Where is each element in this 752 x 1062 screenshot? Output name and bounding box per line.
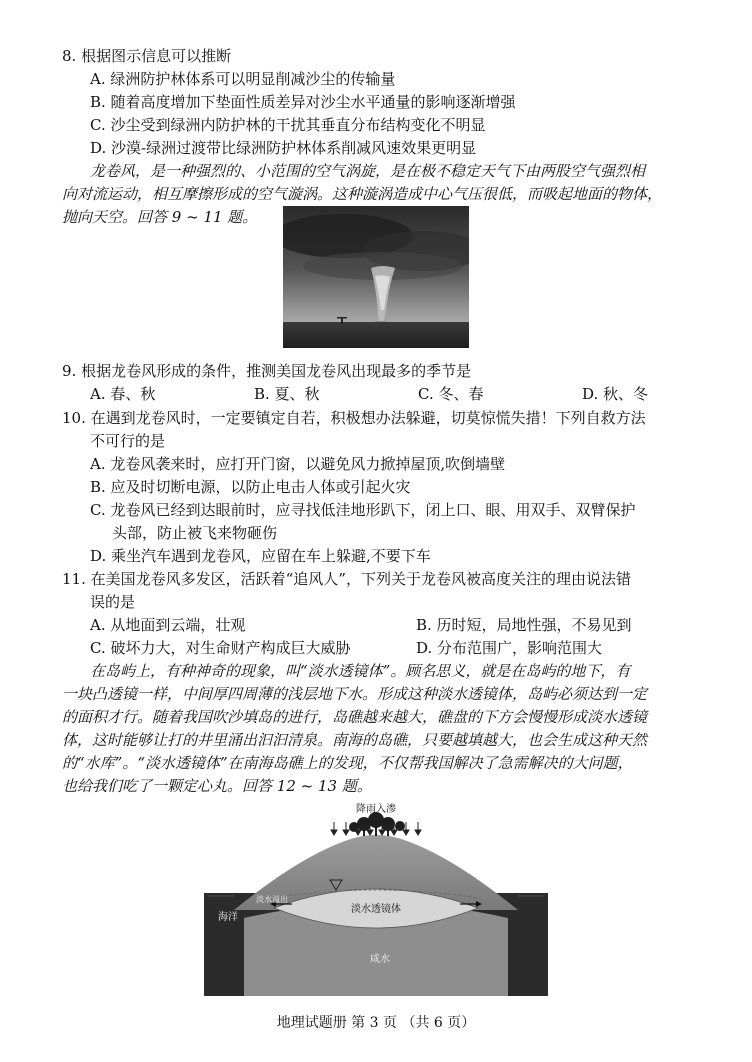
q8-stem: 8. 根据图示信息可以推断 xyxy=(62,47,232,65)
ocean-label: 海洋 xyxy=(218,912,238,923)
saltwater-label: 咸水 xyxy=(370,954,390,965)
q8-option-a: A. 绿洲防护林体系可以明显削减沙尘的传输量 xyxy=(90,70,396,88)
q8-option-c: C. 沙尘受到绿洲内防护林的干扰其垂直分布结构变化不明显 xyxy=(90,116,486,134)
q11-option-b: B. 历时短，局地性强，不易见到 xyxy=(416,616,632,634)
q9-stem: 9. 根据龙卷风形成的条件，推测美国龙卷风出现最多的季节是 xyxy=(62,362,472,380)
q10-stem-line-1: 10. 在遇到龙卷风时，一定要镇定自若，积极想办法躲避，切莫惊慌失措！下列自救方法 xyxy=(62,409,646,427)
passage1-line-3: 抛向天空。回答 9 ~ 11 题。 xyxy=(62,208,258,226)
passage2-line-2: 一块凸透镜一样，中间厚四周薄的浅层地下水。形成这种淡水透镜体，岛屿必须达到一定 xyxy=(62,685,648,703)
q9-option-d: D. 秋、冬 xyxy=(582,385,649,403)
passage2-line-6: 也给我们吃了一颗定心丸。回答 12 ~ 13 题。 xyxy=(62,777,372,795)
q10-option-d: D. 乘坐汽车遇到龙卷风，应留在车上躲避,不要下车 xyxy=(90,547,431,565)
passage2-line-3: 的面积才行。随着我国吹沙填岛的进行，岛礁越来越大，礁盘的下方会慢慢形成淡水透镜 xyxy=(62,708,648,726)
q9-option-a: A. 春、秋 xyxy=(90,385,156,403)
outflow-label: 淡水溢出 xyxy=(256,895,288,904)
q10-option-c-line-1: C. 龙卷风已经到达眼前时，应寻找低洼地形趴下，闭上口、眼、用双手、双臂保护 xyxy=(90,501,636,519)
q10-option-c-line-2: 头部，防止被飞来物砸伤 xyxy=(112,524,278,542)
q11-option-d: D. 分布范围广，影响范围大 xyxy=(416,639,603,657)
q11-stem-line-2: 误的是 xyxy=(90,593,136,611)
rain-label: 降雨入渗 xyxy=(356,804,396,815)
q8-option-b: B. 随着高度增加下垫面性质差异对沙尘水平通量的影响逐渐增强 xyxy=(90,93,516,111)
passage1-line-1: 龙卷风，是一种强烈的、小范围的空气涡旋，是在极不稳定天气下由两股空气强烈相 xyxy=(90,162,646,180)
q10-option-a: A. 龙卷风袭来时，应打开门窗，以避免风力掀掉屋顶,吹倒墙壁 xyxy=(90,455,506,473)
q11-option-c: C. 破坏力大，对生命财产构成巨大威胁 xyxy=(90,639,351,657)
passage1-line-2: 向对流运动，相互摩擦形成的空气漩涡。这种漩涡造成中心气压很低，而吸起地面的物体， xyxy=(62,185,663,203)
freshwater-lens-diagram xyxy=(204,798,548,996)
tornado-photo xyxy=(283,206,469,348)
q9-option-b: B. 夏、秋 xyxy=(254,385,320,403)
q10-stem-line-2: 不可行的是 xyxy=(90,432,166,450)
q11-option-a: A. 从地面到云端，壮观 xyxy=(90,616,246,634)
passage2-line-5: 的“水库”。“淡水透镜体”在南海岛礁上的发现，不仅帮我国解决了急需解决的大问题， xyxy=(62,754,633,772)
q10-option-b: B. 应及时切断电源，以防止电击人体或引起火灾 xyxy=(90,478,411,496)
lens-label: 淡水透镜体 xyxy=(351,904,401,915)
q8-option-d: D. 沙漠-绿洲过渡带比绿洲防护林体系削减风速效果更明显 xyxy=(90,139,477,157)
passage2-line-1: 在岛屿上，有种神奇的现象，叫“淡水透镜体”。顾名思义，就是在岛屿的地下，有 xyxy=(90,662,631,680)
page-footer: 地理试题册 第 3 页 （共 6 页） xyxy=(276,1015,476,1031)
q9-option-c: C. 冬、春 xyxy=(418,385,484,403)
passage2-line-4: 体，这时能够让打的井里涌出汩汩清泉。南海的岛礁，只要越填越大，也会生成这种天然 xyxy=(62,731,648,749)
q11-stem-line-1: 11. 在美国龙卷风多发区，活跃着“追风人”，下列关于龙卷风被高度关注的理由说法错 xyxy=(62,570,631,588)
